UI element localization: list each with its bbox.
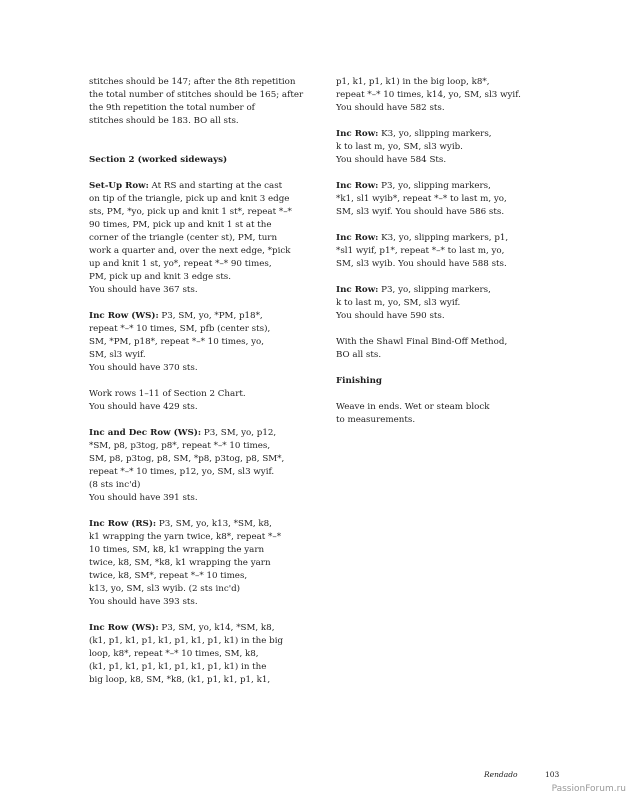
inc3-label: Inc Row: bbox=[336, 233, 379, 243]
finishing-paragraph: Weave in ends. Wet or steam block to measurements. bbox=[336, 402, 490, 425]
work-rows-paragraph: Work rows 1–11 of Section 2 Chart. You should have 429 sts. bbox=[89, 389, 246, 412]
right-column bbox=[336, 76, 551, 440]
inc2-paragraph bbox=[336, 180, 551, 219]
inc1-text: K3, yo, slipping markers, k to last m, yo, SM, sl3 wyib. You should have 584 Sts. bbox=[336, 129, 492, 165]
finishing-heading: Finishing bbox=[336, 376, 382, 386]
inc-ws1-paragraph bbox=[89, 310, 309, 375]
setup-row-label: Set-Up Row: bbox=[89, 181, 149, 191]
section2-heading: Section 2 (worked sideways) bbox=[89, 155, 228, 165]
intro-paragraph: stitches should be 147; after the 8th repetition the total number of stitches should be 165; after the 9th repetition the total number of stitches should be 183. BO all sts. bbox=[89, 77, 304, 126]
inc-ws2-paragraph bbox=[89, 622, 309, 687]
footer-publication-name: Rendado bbox=[484, 770, 518, 779]
inc4-text: P3, yo, slipping markers, k to last m, yo, SM, sl3 wyif. You should have 590 sts. bbox=[336, 285, 491, 321]
incdec-text: P3, SM, yo, p12, *SM, p8, p3tog, p8*, repeat *–* 10 times, SM, p8, p3tog, p8, SM, *p8, p3tog, p8, SM*, repeat *–* 10 times, p12, yo, SM, sl3 wyif. (8 sts inc'd) You should have 391 sts. bbox=[89, 428, 285, 503]
page-number: 103 bbox=[545, 770, 560, 779]
inc-ws1-label: Inc Row (WS): bbox=[89, 311, 159, 321]
inc4-label: Inc Row: bbox=[336, 285, 379, 295]
continuation-paragraph: p1, k1, p1, k1) in the big loop, k8*, repeat *–* 10 times, k14, yo, SM, sl3 wyif. You should have 582 sts. bbox=[336, 77, 521, 113]
inc3-paragraph bbox=[336, 232, 551, 271]
bindoff-paragraph: With the Shawl Final Bind-Off Method, BO all sts. bbox=[336, 337, 508, 360]
inc4-paragraph bbox=[336, 284, 551, 323]
inc-ws1-text: P3, SM, yo, *PM, p18*, repeat *–* 10 times, SM, pfb (center sts), SM, *PM, p18*, repeat *–* 10 times, yo, SM, sl3 wyif. You should have 370 sts. bbox=[89, 311, 271, 373]
inc2-label: Inc Row: bbox=[336, 181, 379, 191]
watermark: PassionForum.ru bbox=[551, 784, 626, 794]
inc2-text: P3, yo, slipping markers, *k1, sl1 wyib*, repeat *–* to last m, yo, SM, sl3 wyif. You should have 586 sts. bbox=[336, 181, 507, 217]
inc-ws2-label: Inc Row (WS): bbox=[89, 623, 159, 633]
inc-ws2-text: P3, SM, yo, k14, *SM, k8, (k1, p1, k1, p1, k1, p1, k1, p1, k1) in the big loop, k8*, repeat *–* 10 times, SM, k8, (k1, p1, k1, p1, k1, p1, k1, p1, k1) in the big loop, k8, SM, *k8, (k1, p1, k1, p1, k1, bbox=[89, 623, 284, 685]
incdec-paragraph bbox=[89, 427, 309, 505]
inc-rs-paragraph bbox=[89, 518, 309, 609]
inc1-label: Inc Row: bbox=[336, 129, 379, 139]
incdec-label: Inc and Dec Row (WS): bbox=[89, 428, 202, 438]
inc3-text: K3, yo, slipping markers, p1, *sl1 wyif, p1*, repeat *–* to last m, yo, SM, sl3 wyib. You should have 588 sts. bbox=[336, 233, 509, 269]
inc-rs-text: P3, SM, yo, k13, *SM, k8, k1 wrapping the yarn twice, k8*, repeat *–* 10 times, SM, k8, k1 wrapping the yarn twice, k8, SM, *k8, k1 wrapping the yarn twice, k8, SM*, repeat *–* 10 times, k13, yo, SM, sl3 wyib. (2 sts inc'd) You should have 393 sts. bbox=[89, 519, 282, 607]
left-column bbox=[89, 76, 309, 700]
inc-rs-label: Inc Row (RS): bbox=[89, 519, 157, 529]
setup-row-text: At RS and starting at the cast on tip of the triangle, pick up and knit 3 edge sts, PM, *yo, pick up and knit 1 st*, repeat *–* 90 times, PM, pick up and knit 1 st at the corner of the triangle (center st), PM, turn work a quarter and, over the next edge, *pick up and knit 1 st, yo*, repeat *–* 90 times, PM, pick up and knit 3 edge sts. You should have 367 sts. bbox=[89, 181, 292, 295]
setup-row-paragraph bbox=[89, 180, 309, 297]
inc1-paragraph bbox=[336, 128, 551, 167]
